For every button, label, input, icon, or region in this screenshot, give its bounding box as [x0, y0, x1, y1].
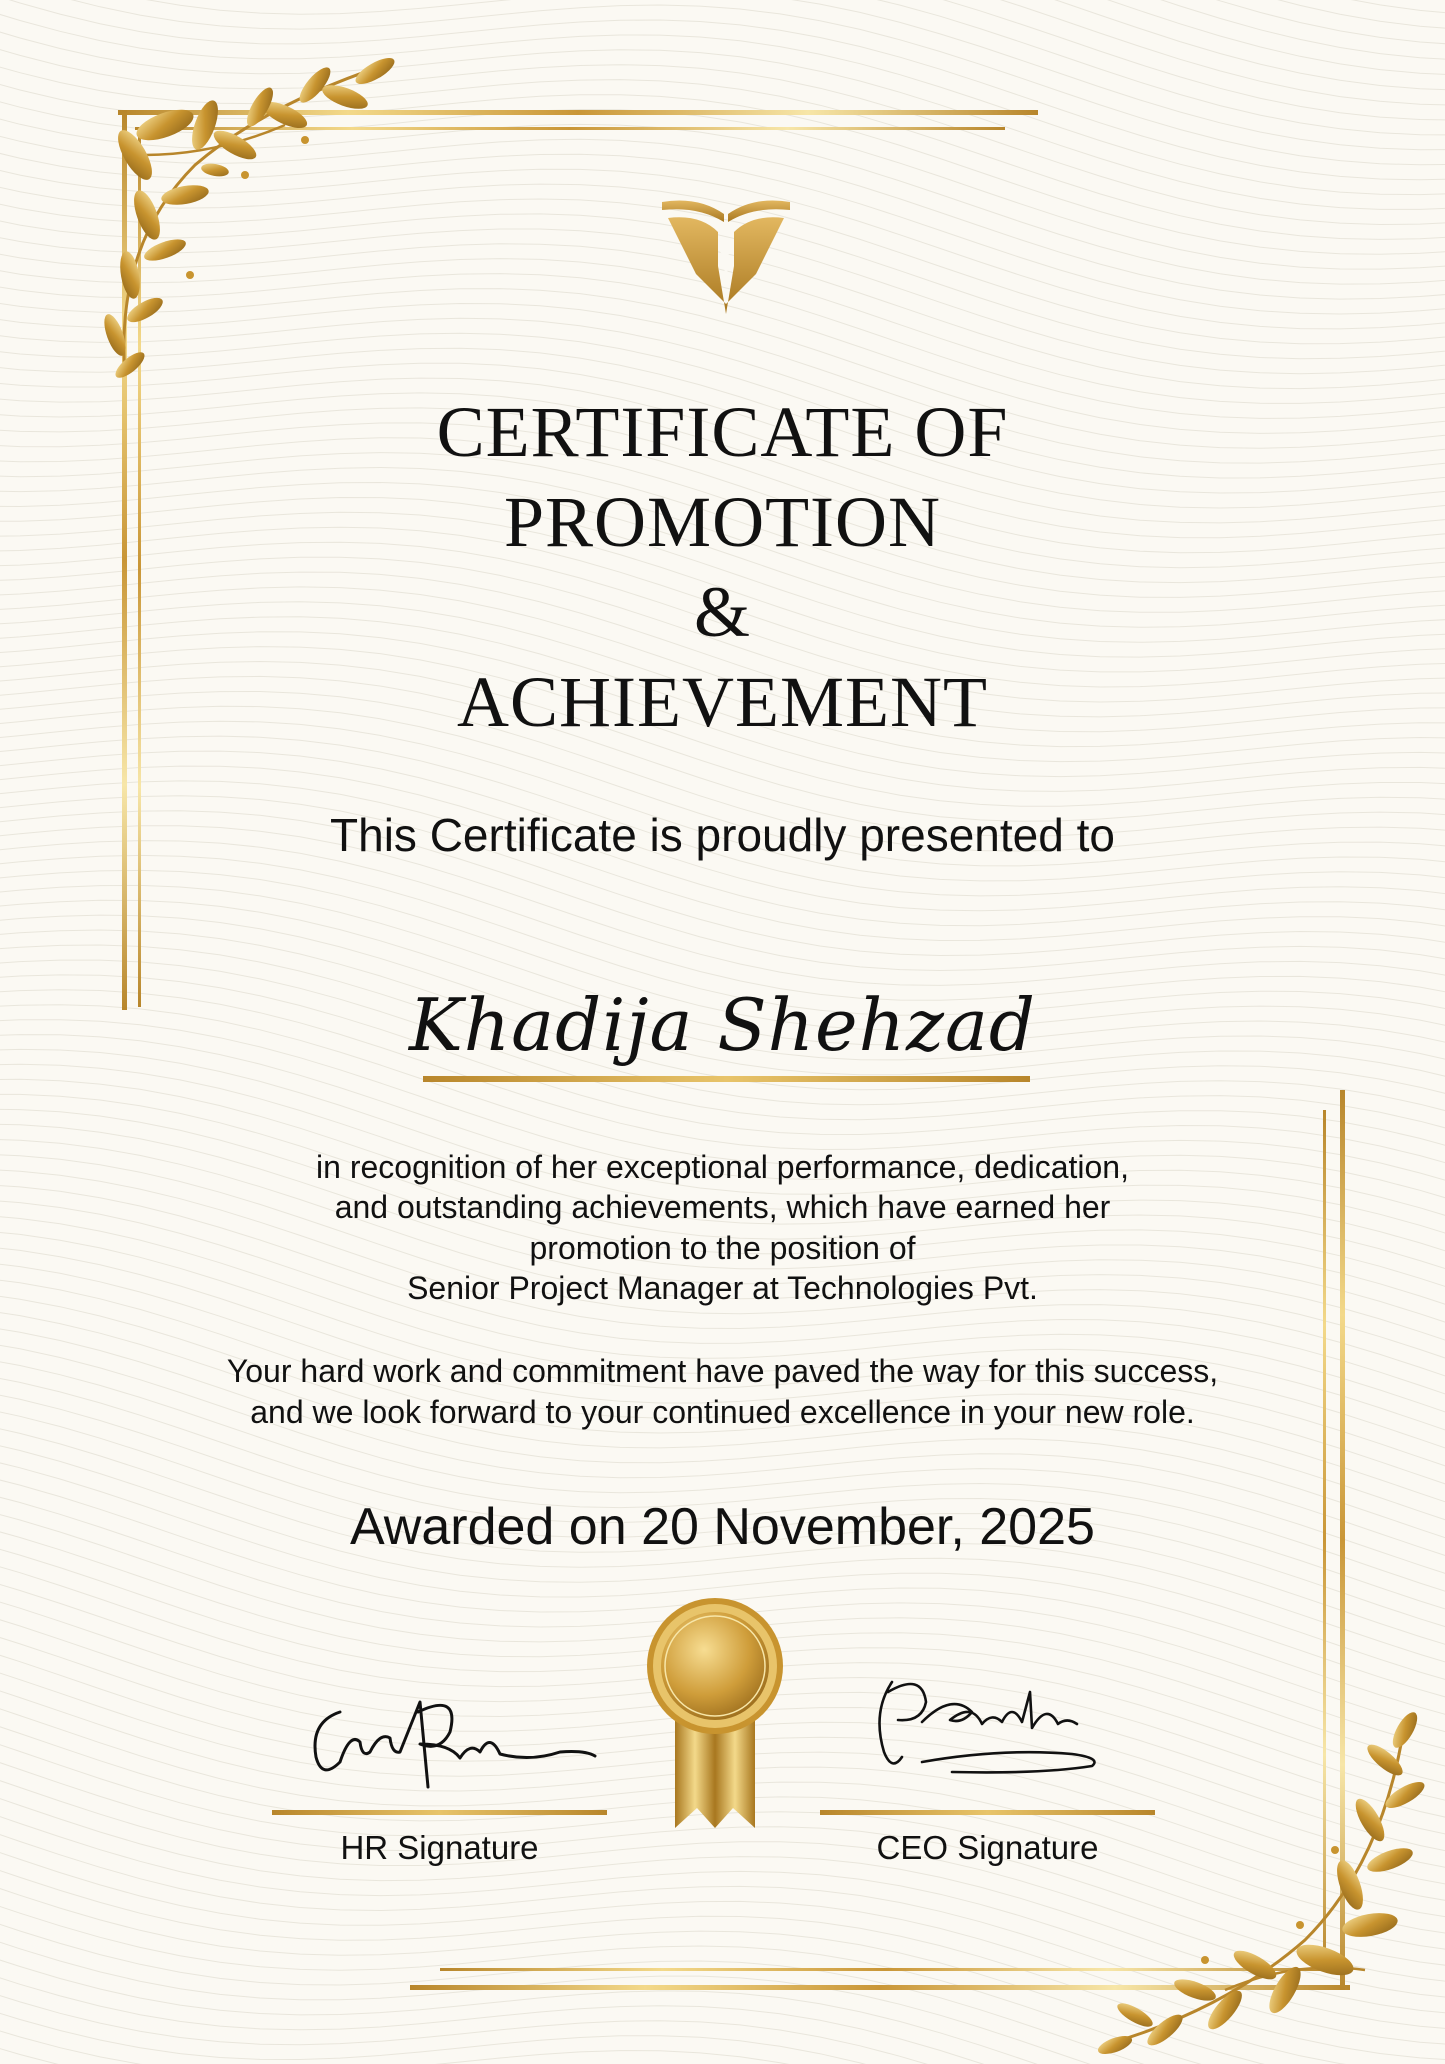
laurel-corner-top-left-icon	[55, 45, 415, 405]
certificate-title-line-1: CERTIFICATE OF	[436, 392, 1009, 472]
gold-award-seal-icon	[645, 1596, 785, 1832]
hr-signature-line	[272, 1810, 607, 1815]
recipient-name: Khadija Shehzad	[409, 983, 1036, 1067]
certificate-title-line-3: ACHIEVEMENT	[457, 662, 988, 742]
closing-line-1: Your hard work and commitment have paved the way for this success,	[226, 1353, 1219, 1389]
recognition-line-3: promotion to the position of	[529, 1230, 916, 1266]
recipient-underline	[423, 1076, 1030, 1082]
open-book-pen-nib-icon	[658, 196, 794, 314]
recognition-line-1: in recognition of her exceptional performance, dedication,	[316, 1149, 1129, 1185]
certificate-title-ampersand: &	[693, 572, 751, 652]
hr-signature-mark	[300, 1672, 600, 1792]
certificate-title-line-2: PROMOTION	[503, 482, 942, 562]
hr-signature-label: HR Signature	[340, 1829, 539, 1866]
ceo-signature-mark	[862, 1662, 1122, 1792]
presented-to-text: This Certificate is proudly presented to	[330, 809, 1115, 861]
closing-line-2: and we look forward to your continued excellence in your new role.	[250, 1394, 1195, 1430]
wave-line	[0, 0, 1445, 14]
ceo-signature-line	[820, 1810, 1155, 1815]
recognition-line-4: Senior Project Manager at Technologies Pvt.	[407, 1270, 1038, 1306]
ceo-signature-label: CEO Signature	[876, 1829, 1099, 1866]
laurel-corner-bottom-right-icon	[1085, 1700, 1445, 2064]
awarded-date: Awarded on 20 November, 2025	[350, 1498, 1095, 1556]
wave-line	[0, 0, 1445, 29]
recognition-line-2: and outstanding achievements, which have earned her	[334, 1189, 1111, 1225]
